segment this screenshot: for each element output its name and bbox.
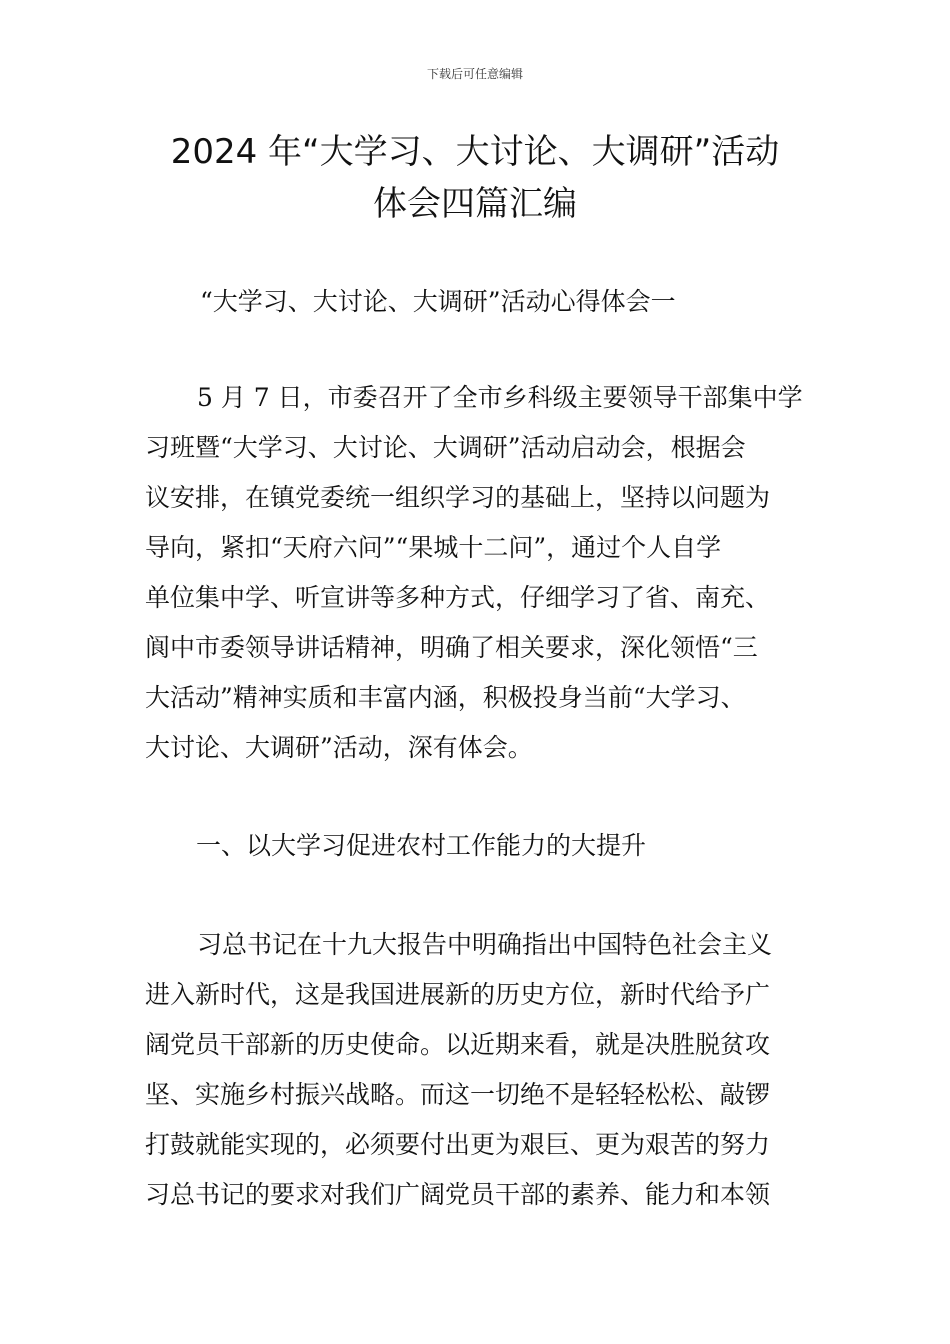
paragraph-line: 进入新时代，这是我国进展新的历史方位，新时代给予广 <box>145 980 771 1009</box>
paragraph-line: 大讨论、大调研”活动，深有体会。 <box>145 733 533 762</box>
section-heading: 一、以大学习促进农村工作能力的大提升 <box>196 831 647 860</box>
paragraph-section-one <box>145 920 815 1220</box>
paragraph-line: 打鼓就能实现的，必须要付出更为艰巨、更为艰苦的努力 <box>145 1130 771 1159</box>
paragraph-line: 习总书记的要求对我们广阔党员干部的素养、能力和本领 <box>145 1180 771 1209</box>
paragraph-line: 坚、实施乡村振兴战略。而这一切绝不是轻轻松松、敲锣 <box>145 1080 771 1109</box>
header-note: 下载后可任意编辑 <box>426 67 523 81</box>
paragraph-line: 单位集中学、听宣讲等多种方式，仔细学习了省、南充、 <box>145 583 771 612</box>
title-line-1: 2024 年“大学习、大讨论、大调研”活动 <box>170 132 780 172</box>
paragraph-line: 习班暨“大学习、大讨论、大调研”活动启动会，根据会 <box>145 433 746 462</box>
article-subtitle: “大学习、大讨论、大调研”活动心得体会一 <box>200 287 676 316</box>
document-title <box>100 126 850 230</box>
paragraph-line: 5 月 7 日，市委召开了全市乡科级主要领导干部集中学 <box>197 383 803 412</box>
title-line-2: 体会四篇汇编 <box>373 184 577 224</box>
paragraph-line: 阔党员干部新的历史使命。以近期来看，就是决胜脱贫攻 <box>145 1030 771 1059</box>
paragraph-line: 议安排，在镇党委统一组织学习的基础上，坚持以问题为 <box>145 483 771 512</box>
paragraph-line: 大活动”精神实质和丰富内涵，积极投身当前“大学习、 <box>145 683 746 712</box>
paragraph-intro <box>145 373 815 773</box>
paragraph-line: 阆中市委领导讲话精神，明确了相关要求，深化领悟“三 <box>145 633 758 662</box>
paragraph-line: 导向，紧扣“天府六问”“果城十二问”，通过个人自学 <box>145 533 722 562</box>
paragraph-line: 习总书记在十九大报告中明确指出中国特色社会主义 <box>197 930 773 959</box>
